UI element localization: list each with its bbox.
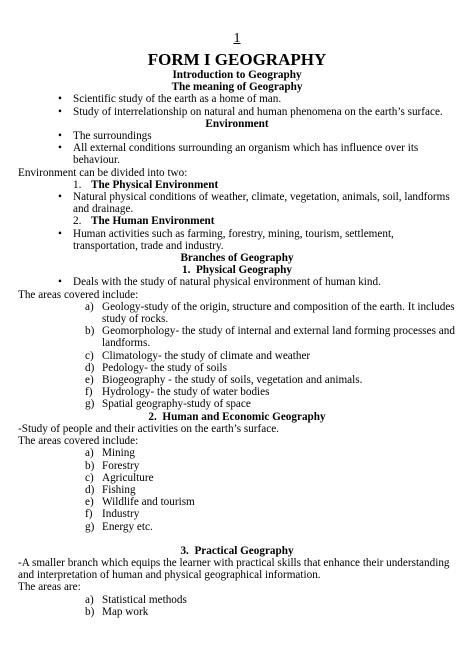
item-text: Agriculture	[102, 471, 154, 484]
practical-geography-desc: -A smaller branch which equips the learner with practical skills that enhance their understanding and interpretation of human and physical geographical information.	[18, 556, 450, 582]
list-item	[85, 447, 456, 460]
meaning-heading: The meaning of Geography	[171, 81, 303, 94]
item-letter: g)	[85, 520, 95, 533]
list-item: • Study of interrelationship on natural and human phenomena on the earth’s surface.	[73, 106, 456, 118]
human-environment-heading	[18, 215, 456, 227]
list-item	[85, 593, 456, 606]
human-geography-heading	[18, 411, 456, 423]
list-item: • Human activities such as farming, forestry, mining, tourism, settlement, transportation, trade and industry.	[73, 228, 456, 252]
list-item: • Deals with the study of natural physical environment of human kind.	[73, 276, 456, 288]
item-text: Fishing	[102, 483, 136, 496]
heading-text: Physical Geography	[195, 264, 292, 277]
item-letter: a)	[85, 447, 94, 460]
list-item	[85, 605, 456, 618]
physical-geography-list	[18, 276, 456, 288]
areas-intro: The areas covered include:	[18, 435, 139, 448]
item-letter: b)	[85, 459, 95, 472]
item-text: Pedology- the study of soils	[102, 361, 227, 374]
item-letter: g)	[85, 398, 95, 411]
item-text: Map work	[102, 605, 149, 618]
list-item: • Scientific study of the earth as a home of man.	[73, 93, 456, 105]
practical-areas-list	[18, 594, 456, 618]
heading-number: 2.	[73, 215, 82, 228]
branches-heading: Branches of Geography	[180, 252, 294, 265]
item-letter: b)	[85, 325, 95, 338]
physical-environment-list	[18, 191, 456, 215]
intro-heading: Introduction to Geography	[172, 69, 302, 81]
meaning-list	[18, 93, 456, 117]
env-divided-text: Environment can be divided into two:	[18, 166, 188, 179]
item-letter: c)	[85, 471, 94, 484]
item-text: Wildlife and tourism	[102, 496, 195, 509]
item-text: Biogeography - the study of soils, vegetation and animals.	[102, 374, 363, 387]
list-item	[85, 300, 456, 326]
item-text: Climatology- the study of climate and weather	[102, 349, 311, 362]
item-text: Spatial geography-study of space	[102, 398, 251, 411]
list-item	[85, 483, 456, 496]
heading-text: The Physical Environment	[91, 178, 219, 191]
physical-geography-heading	[18, 264, 456, 276]
item-letter: e)	[85, 374, 94, 387]
physical-areas-list	[18, 301, 456, 411]
list-item	[85, 471, 456, 484]
heading-text: The Human Environment	[91, 215, 215, 228]
heading-text: Practical Geography	[194, 544, 294, 557]
item-letter: a)	[85, 300, 94, 313]
heading-text: Human and Economic Geography	[162, 410, 326, 423]
list-item	[85, 325, 456, 350]
heading-number: 3.	[180, 544, 189, 557]
human-geography-desc: -Study of people and their activities on the earth’s surface.	[18, 422, 279, 435]
physical-environment-heading	[18, 179, 456, 191]
practical-geography-heading	[18, 545, 456, 557]
item-text: Hydrology- the study of water bodies	[102, 386, 270, 399]
item-text: Statistical methods	[102, 593, 187, 606]
list-item: • The surroundings	[73, 130, 456, 142]
item-letter: f)	[85, 386, 93, 399]
list-item: • All external conditions surrounding an organism which has influence over its behaviour.	[73, 142, 456, 166]
item-letter: c)	[85, 349, 94, 362]
item-text: Geology-study of the origin, structure and composition of the earth. It includes study of rocks.	[102, 300, 455, 326]
item-letter: e)	[85, 496, 94, 509]
item-text: Energy etc.	[102, 520, 153, 533]
item-letter: d)	[85, 361, 95, 374]
list-item	[85, 374, 456, 387]
list-item	[85, 508, 456, 521]
item-text: Mining	[102, 447, 135, 460]
list-item	[85, 398, 456, 411]
human-environment-list	[18, 228, 456, 252]
page-number: 1	[233, 31, 241, 46]
human-areas-list	[18, 447, 456, 532]
heading-number: 1.	[181, 264, 191, 277]
item-text: Geomorphology- the study of internal and external land forming processes and landforms.	[102, 325, 455, 350]
environment-list	[18, 130, 456, 167]
list-item	[85, 520, 456, 533]
areas-intro: The areas covered include:	[18, 288, 139, 301]
list-item	[85, 459, 456, 472]
item-letter: b)	[85, 605, 95, 618]
item-text: Industry	[102, 508, 140, 521]
list-item: • Natural physical conditions of weather, climate, vegetation, animals, soil, landforms and drainage.	[73, 191, 456, 215]
areas-intro: The areas are:	[18, 581, 81, 594]
item-text: Forestry	[102, 459, 140, 472]
list-item	[85, 386, 456, 399]
environment-heading: Environment	[205, 117, 269, 130]
heading-number: 2.	[148, 410, 157, 423]
item-letter: a)	[85, 593, 94, 606]
page-title: FORM I GEOGRAPHY	[147, 50, 327, 69]
list-item	[85, 361, 456, 374]
list-item	[85, 349, 456, 362]
list-item	[85, 496, 456, 509]
heading-number: 1.	[73, 178, 82, 191]
item-letter: f)	[85, 508, 93, 521]
item-letter: d)	[85, 483, 95, 496]
